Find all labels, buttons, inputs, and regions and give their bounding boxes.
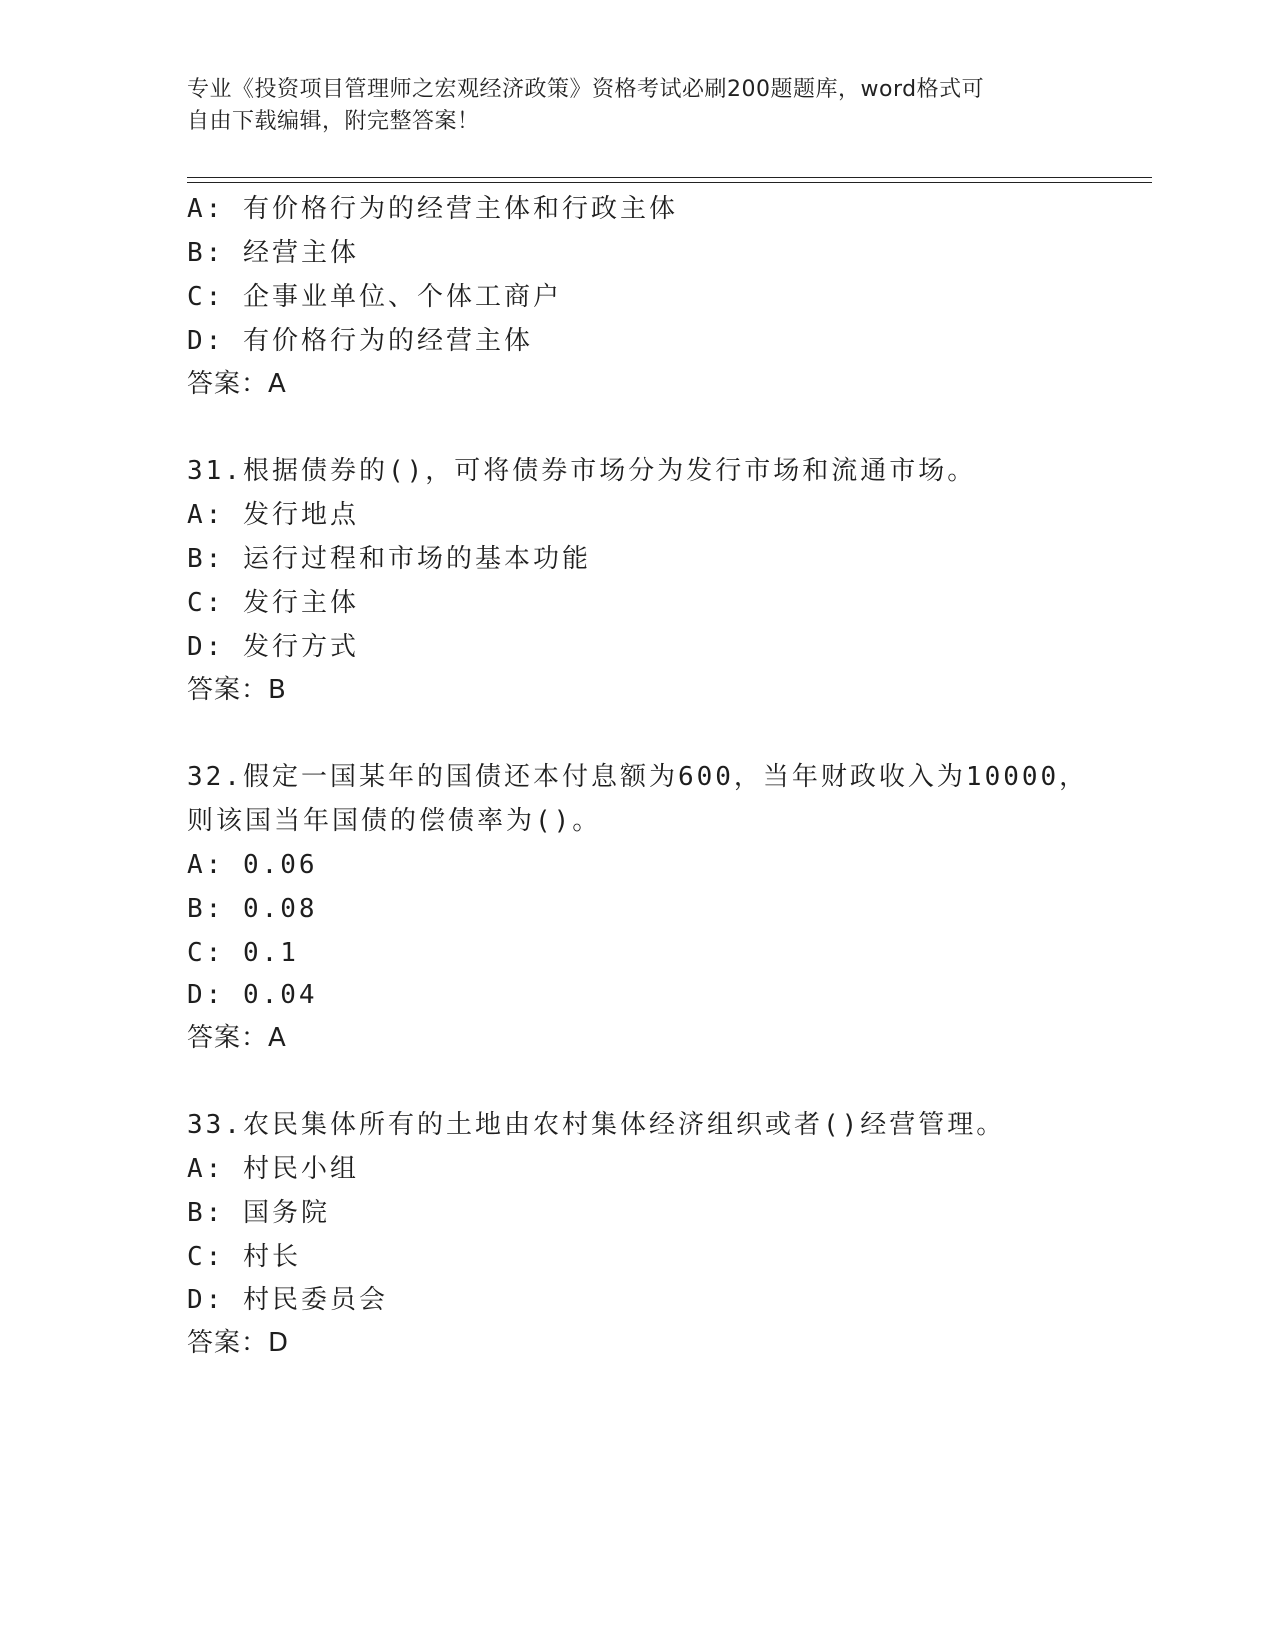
header-line-2: 自由下载编辑，附完整答案！ [187,109,480,134]
q32-option-a: A: 0.06 [187,850,318,880]
q32-option-b: B: 0.08 [187,894,318,924]
q33-option-d: D: 村民委员会 [187,1285,388,1315]
q31-option-d: D: 发行方式 [187,632,359,662]
q33-option-a: A: 村民小组 [187,1154,359,1184]
q32-option-d: D: 0.04 [187,980,318,1010]
q32-answer: 答案：A [187,1023,287,1053]
q30-option-a: A: 有价格行为的经营主体和行政主体 [187,194,678,224]
q32-option-c: C: 0.1 [187,938,299,968]
q32-question-line-2: 则该国当年国债的偿债率为()。 [187,806,602,836]
q31-answer: 答案：B [187,675,287,705]
q31-option-a: A: 发行地点 [187,500,359,530]
q31-question: 31.根据债券的()，可将债券市场分为发行市场和流通市场。 [187,456,977,486]
q33-answer: 答案：D [187,1328,290,1358]
q30-option-d: D: 有价格行为的经营主体 [187,326,533,356]
q31-option-c: C: 发行主体 [187,588,359,618]
q30-answer: 答案：A [187,369,287,399]
q33-option-c: C: 村长 [187,1242,301,1272]
q33-option-b: B: 国务院 [187,1198,330,1228]
q30-option-c: C: 企事业单位、个体工商户 [187,282,562,312]
q33-question: 33.农民集体所有的土地由农村集体经济组织或者()经营管理。 [187,1110,1006,1140]
header-rule-bottom [187,182,1152,183]
q31-option-b: B: 运行过程和市场的基本功能 [187,544,591,574]
header-line-1: 专业《投资项目管理师之宏观经济政策》资格考试必刷200题题库，word格式可 [187,77,985,102]
q32-question-line-1: 32.假定一国某年的国债还本付息额为600，当年财政收入为10000， [187,762,1089,792]
document-header [187,74,1067,138]
q30-option-b: B: 经营主体 [187,238,359,268]
header-rule-top [187,177,1152,178]
